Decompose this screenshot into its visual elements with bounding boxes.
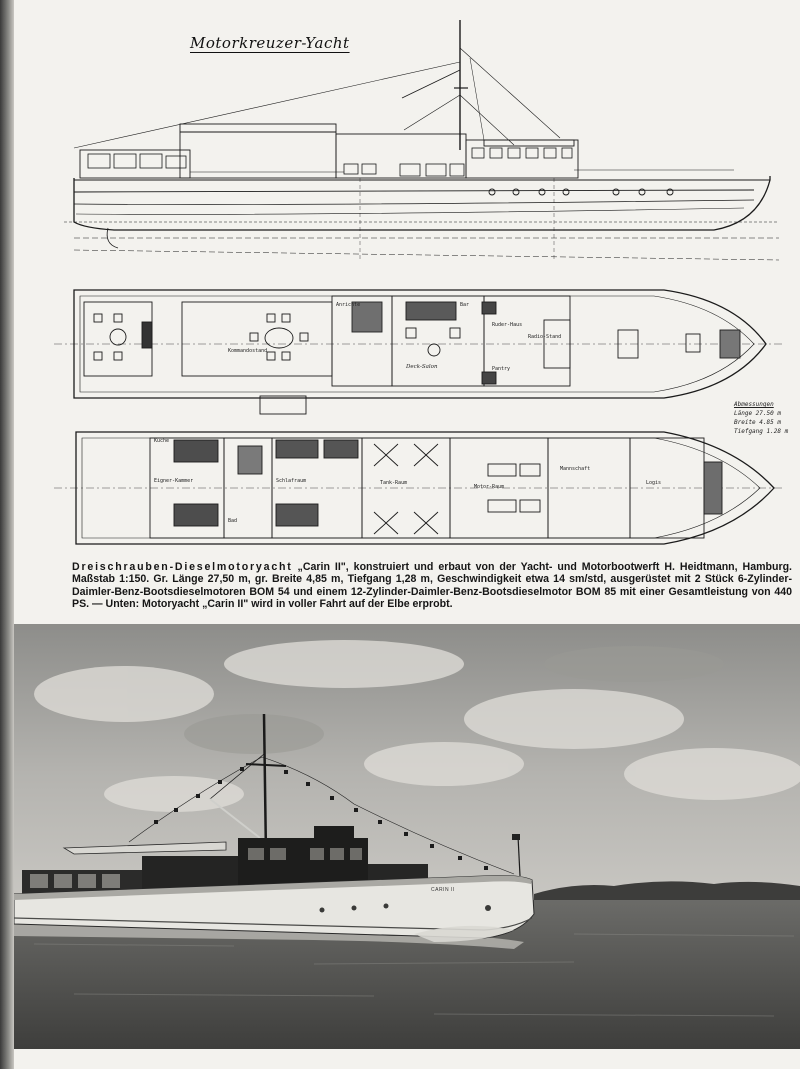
caption-text: „Carin II", konstruiert und erbaut von der Yacht- und Motorbootwerft H. Heidtmann, Hamburg. Maßstab 1:150. Gr. Länge 27,50 m, gr. Breite 4,85 m, Tiefgang 1,28 m, Geschwindigkeit etwa 14 sm/std, ausgerüstet mit 2 Stück 6-Zylinder-Daimler-Benz-Bootsdieselmotoren BOM 54 und einem 12-Zylinder-Daimler-Benz-Bootsdieselmotor BOM 85 mit einer Gesamtleistung von 440 PS. — Unten: Motoryacht „Carin II" wird in voller Fahrt auf der Elbe erprobt.: [72, 561, 792, 611]
label-deck-salon: Deck-Salon: [406, 364, 438, 370]
technical-drawing-plate: [14, 0, 800, 560]
figure-caption: [72, 561, 792, 611]
magazine-page: [14, 0, 800, 1069]
label-mannschaft: Mannschaft: [560, 466, 591, 472]
label-kommandostand: Kommandostand: [228, 348, 268, 354]
deck-plan-drawing: [54, 290, 784, 414]
yacht-plans-svg: [14, 0, 800, 560]
label-motorraum: Motor-Raum: [474, 484, 505, 490]
caption-lead: Dreischrauben-Dieselmotoryacht: [72, 561, 293, 573]
label-anrichte: Anrichte: [336, 302, 361, 308]
label-bar: Bar: [460, 302, 470, 308]
label-pantry: Pantry: [492, 366, 511, 372]
label-radio: Radio-Stand: [528, 334, 562, 340]
dimensions-heading: Abmessungen: [734, 401, 774, 408]
book-binding-edge: [0, 0, 14, 1069]
dimension-row: Breite 4.85 m: [734, 419, 781, 426]
yacht-photograph: [14, 624, 800, 1049]
label-schlafraum: Schlafraum: [276, 478, 307, 484]
side-elevation-drawing: [64, 20, 779, 260]
lower-deck-plan-drawing: [54, 432, 784, 544]
dimensions-table: [734, 400, 800, 436]
label-ruderhaus: Ruder-Haus: [492, 322, 523, 328]
label-bad: Bad: [228, 518, 238, 524]
label-kueche: Küche: [154, 438, 170, 444]
yacht-photo-svg: [14, 624, 800, 1049]
label-tankraum: Tank-Raum: [380, 480, 408, 486]
dimension-row: Länge 27.50 m: [734, 410, 781, 417]
dimension-row: Tiefgang 1.28 m: [734, 428, 789, 435]
drawing-title: Motorkreuzer-Yacht: [190, 34, 350, 52]
hull-name-label: CARIN II: [431, 887, 455, 893]
label-logis: Logis: [646, 480, 662, 486]
label-eignerkammer: Eigner-Kammer: [154, 478, 194, 484]
